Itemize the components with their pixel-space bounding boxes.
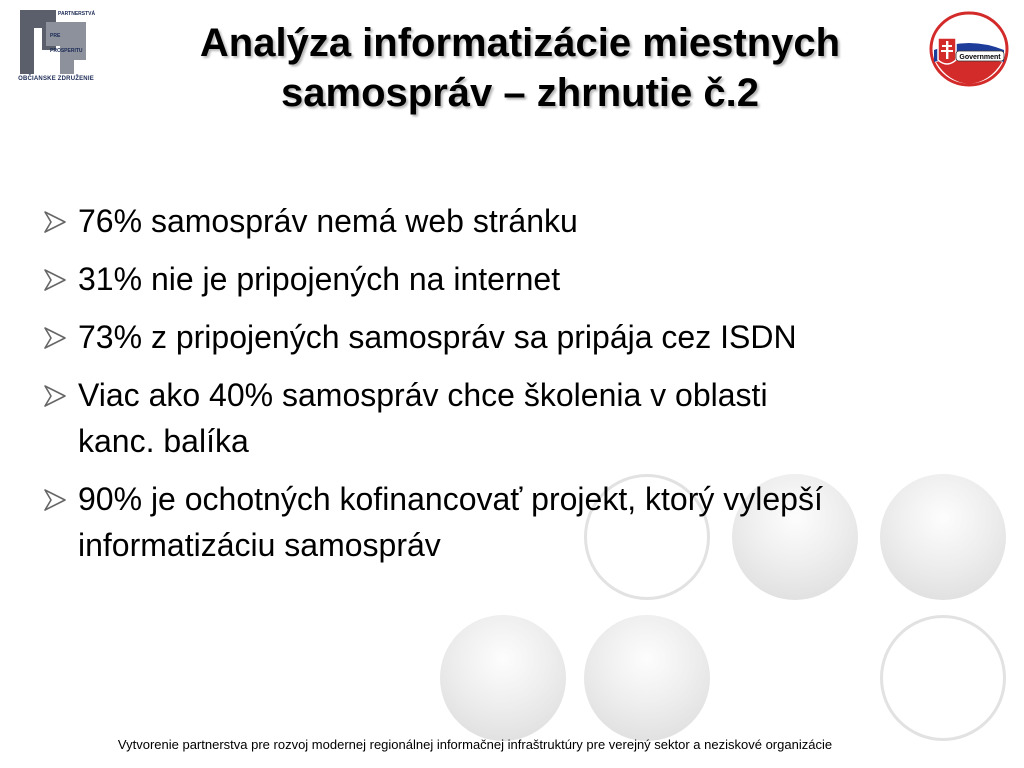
decor-circle <box>440 615 566 741</box>
arrow-bullet-icon <box>42 384 68 408</box>
arrow-bullet-icon <box>42 268 68 292</box>
bullet-text: 31% nie je pripojených na internet <box>78 261 561 297</box>
slide-title <box>110 18 930 118</box>
government-logo <box>928 10 1010 88</box>
logo-line: PARTNERSTVÁ <box>58 11 96 17</box>
title-line: Analýza informatizácie miestnych <box>199 21 841 65</box>
bullet-list <box>40 198 1015 580</box>
bullet-item <box>40 476 1015 568</box>
logo-label: Government <box>959 54 1001 61</box>
bullet-text: 73% z pripojených samospráv sa pripája cez ISDN <box>78 319 797 355</box>
decor-circle <box>584 615 710 741</box>
arrow-bullet-icon <box>42 326 68 350</box>
bullet-text: 90% je ochotných kofinancovať projekt, ktorý vylepší informatizáciu samospráv <box>78 481 823 563</box>
decor-circle <box>880 615 1006 741</box>
logo-caption: OBČIANSKE ZDRUŽENIE <box>18 76 94 82</box>
logo-line: PRE <box>50 33 61 39</box>
bullet-item <box>40 372 1015 464</box>
bullet-text: Viac ako 40% samospráv chce školenia v oblasti kanc. balíka <box>78 377 768 459</box>
bullet-text: 76% samospráv nemá web stránku <box>78 203 578 239</box>
bullet-item <box>40 256 1015 302</box>
title-line: samospráv – zhrnutie č.2 <box>281 71 759 115</box>
arrow-bullet-icon <box>42 210 68 234</box>
logo-line: PROSPERITU <box>50 48 83 54</box>
slide-footer: Vytvorenie partnerstva pre rozvoj modernej regionálnej informačnej infraštruktúry pre verejný sektor a neziskové organizácie <box>117 737 833 752</box>
bullet-item <box>40 314 1015 360</box>
bullet-item <box>40 198 1015 244</box>
arrow-bullet-icon <box>42 488 68 512</box>
